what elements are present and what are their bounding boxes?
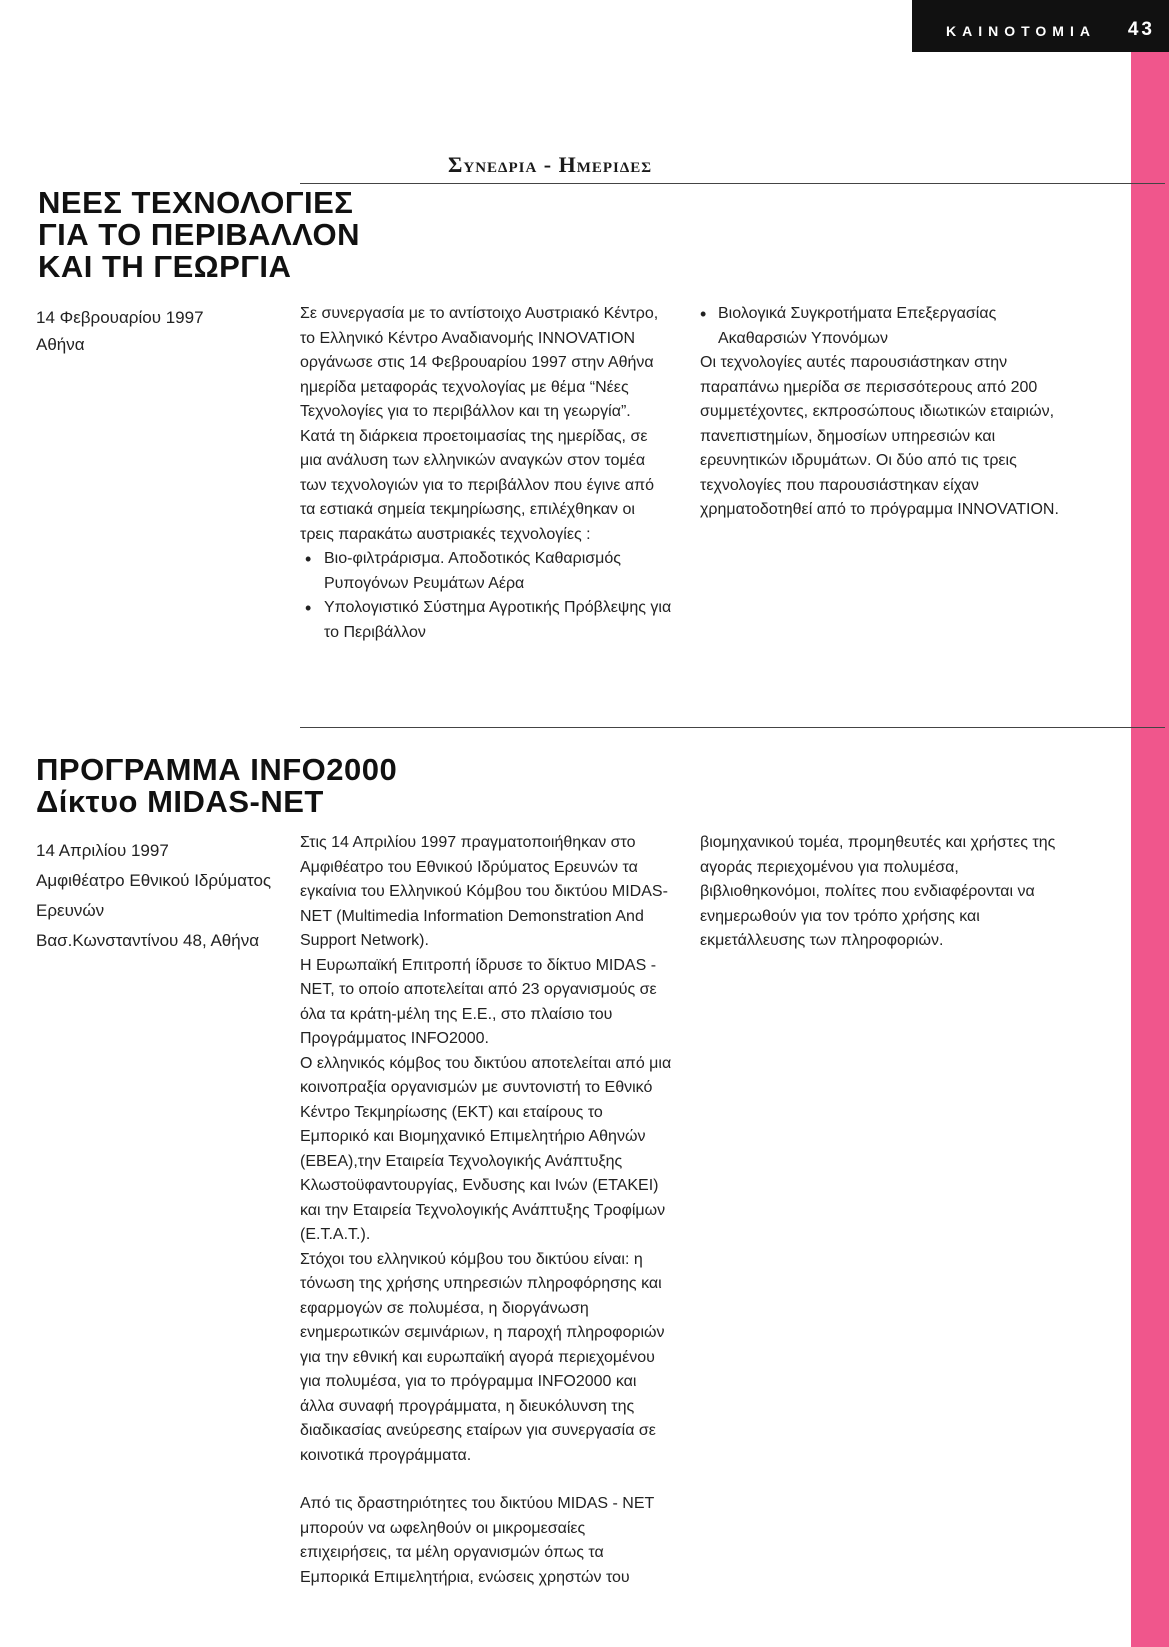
bullet-item: • Βιολογικά Συγκροτήματα Επεξεργασίας Ακαθαρσιών Υπονόμων	[700, 302, 1072, 351]
paragraph: Κατά τη διάρκεια προετοιμασίας της ημερίδας, σε μια ανάλυση των ελληνικών αναγκών στον τομέα των τεχνολογιών για το περιβάλλον που έγινε από τα εστιακά σημεία τεκμηρίωσης, επιλέχθηκαν οι τρεις παρακάτω αυστριακές τεχνολογίες :	[300, 427, 655, 543]
article1-location: Αθήνα	[36, 335, 85, 354]
article2-venue: Ερευνών	[36, 901, 105, 920]
article2-title	[36, 754, 397, 818]
article2-address: Βασ.Κωνσταντίνου 48, Αθήνα	[36, 931, 260, 950]
paragraph: Στόχοι του ελληνικού κόμβου του δικτύου είναι: η τόνωση της χρήσης υπηρεσιών πληροφόρησης και εφαρμογών σε πολυμέσα, η διοργάνωση ενημερωτικών σεμινάριων, η παροχή πληροφοριών για την εθνική και ευρωπαϊκή αγορά περιεχομένου για πολυμέσα, για το πρόγραμμα INFO2000 και άλλα συναφή προγράμματα, η διευκόλυνση της διαδικασίας ανεύρεσης εταίρων για συνεργασία σε κοινοτικά προγράμματα.	[300, 1250, 665, 1464]
article-divider	[300, 727, 1165, 728]
article2-venue: Αμφιθέατρο Εθνικού Ιδρύματος	[36, 871, 272, 890]
bullet-item: • Βιο-φιλτράρισμα. Αποδοτικός Καθαρισμός Ρυπογόνων Ρευμάτων Αέρα	[300, 547, 672, 596]
paragraph: Οι τεχνολογίες αυτές παρουσιάστηκαν στην παραπάνω ημερίδα σε περισσότερους από 200 συμμετέχοντες, εκπροσώπους ιδιωτικών εταιριών, πανεπιστημίων, δημοσίων υπηρεσιών και ερευνητικών ιδρυμάτων. Οι δύο από τις τρεις τεχνολογίες που παρουσιάστηκαν είχαν χρηματοδοτηθεί από το πρόγραμμα INNOVATION.	[700, 354, 1059, 518]
article2-column-2	[700, 831, 1072, 954]
article2-column-1	[300, 831, 672, 1590]
running-header	[912, 0, 1169, 52]
article1-title-line: ΚΑΙ ΤΗ ΓΕΩΡΓΙΑ	[38, 249, 292, 284]
article1-meta	[36, 304, 204, 358]
article1-column-1	[300, 302, 672, 645]
paragraph: Από τις δραστηριότητες του δικτύου MIDAS - NET μπορούν να ωφεληθούν οι μικρομεσαίες επιχειρήσεις, τα μέλη οργανισμών όπως τα Εμπορικά Επιμελητήρια, ενώσεις χρηστών του	[300, 1495, 655, 1586]
article1-title	[38, 187, 360, 283]
article1-column-2	[700, 302, 1072, 523]
article2-date: 14 Απριλίου 1997	[36, 841, 169, 860]
section-label: Συνεδρια - Ημεριδεσ	[448, 152, 653, 177]
paragraph: βιομηχανικού τομέα, προμηθευτές και χρήστες της αγοράς περιεχομένου για πολυμέσα, βιβλιοθηκονόμοι, πολίτες που ενδιαφέρονται να ενημερωθούν για τον τρόπο χρήσης και εκμετάλλευσης των πληροφοριών.	[700, 834, 1056, 949]
section-rule-top	[300, 183, 1165, 184]
article1-date: 14 Φεβρουαρίου 1997	[36, 308, 204, 327]
article2-meta	[36, 836, 271, 956]
article2-title-line: ΠΡΟΓΡΑΜΜΑ INFO2000	[36, 752, 398, 787]
paragraph: Η Ευρωπαϊκή Επιτροπή ίδρυσε το δίκτυο MIDAS -NET, το οποίο αποτελείται από 23 οργανισμούς σε όλα τα κράτη-μέλη της Ε.Ε., στο πλαίσιο του Προγράμματος INFO2000.	[300, 956, 657, 1047]
paragraph: Ο ελληνικός κόμβος του δικτύου αποτελείται από μια κοινοπραξία οργανισμών με συντονιστή το Εθνικό Κέντρο Τεκμηρίωσης (ΕΚΤ) και εταίρους το Εμπορικό και Βιομηχανικό Επιμελητήριο Αθηνών (ΕΒΕΑ),την Εταιρεία Τεχνολογικής Ανάπτυξης Κλωστοϋφαντουργίας, Ενδυσης και Ινών (ΕΤΑΚΕΙ) και την Εταιρεία Τεχνολογικής Ανάπτυξης Τροφίμων (Ε.Τ.Α.Τ.).	[300, 1054, 672, 1243]
bullet-item: • Υπολογιστικό Σύστημα Αγροτικής Πρόβλεψης για το Περιβάλλον	[300, 596, 672, 645]
paragraph-gap	[300, 1468, 672, 1492]
article1-title-line: ΝΕΕΣ ΤΕΧΝΟΛΟΓΙΕΣ	[38, 185, 354, 220]
article1-title-line: ΓΙΑ ΤΟ ΠΕΡΙΒΑΛΛΟΝ	[38, 217, 360, 252]
pink-edge-strip	[1131, 52, 1169, 1647]
paragraph: Στις 14 Απριλίου 1997 πραγματοποιήθηκαν στο Αμφιθέατρο του Εθνικού Ιδρύματος Ερευνών τα εγκαίνια του Ελληνικού Κόμβου του δικτύου MIDAS-NET (Multimedia Information Demonstration And Support Network).	[300, 834, 668, 949]
article2-title-line: Δίκτυο MIDAS-NET	[36, 784, 324, 819]
paragraph: Σε συνεργασία με το αντίστοιχο Αυστριακό Κέντρο, το Ελληνικό Κέντρο Αναδιανομής INNOVATION οργάνωσε στις 14 Φεβρουαρίου 1997 στην Αθήνα ημερίδα μεταφοράς τεχνολογίας με θέμα “Νέες Τεχνολογίες για το περιβάλλον και τη γεωργία”.	[300, 305, 659, 420]
page-number: 43	[1127, 19, 1155, 40]
header-section-name: ΚΑΙΝΟΤΟΜΙΑ	[946, 23, 1096, 39]
